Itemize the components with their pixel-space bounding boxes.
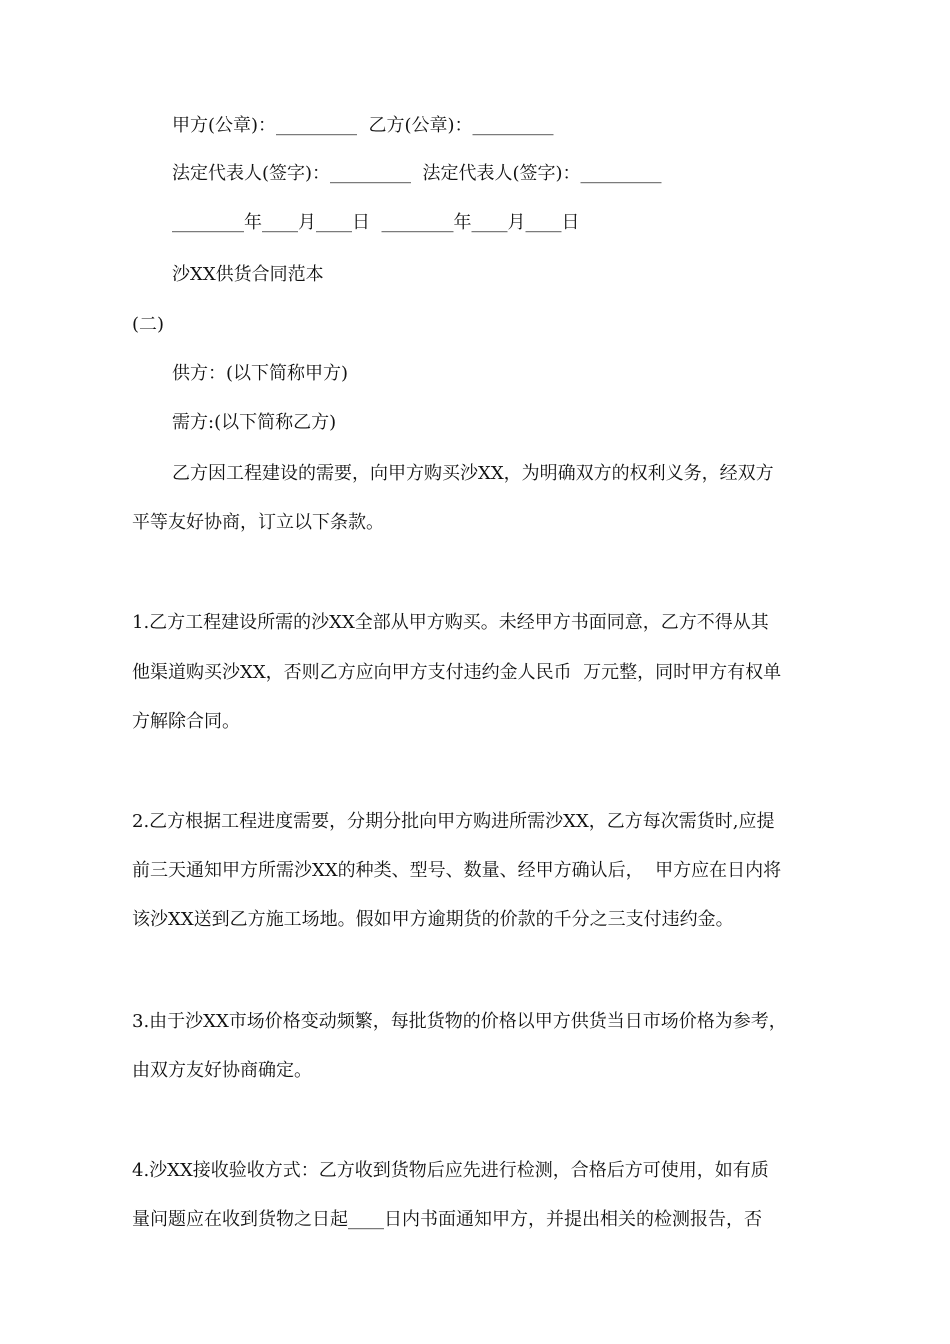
clause-1-line-3: 方解除合同。 <box>132 711 240 732</box>
clause-2-line-3: 该沙XX送到乙方施工场地。假如甲方逾期货的价款的千分之三支付违约金。 <box>132 909 734 930</box>
clause-4-line-1: 4.沙XX接收验收方式：乙方收到货物后应先进行检测，合格后方可使用，如有质 <box>132 1160 769 1181</box>
clause-3-line-2: 由双方友好协商确定。 <box>132 1060 312 1081</box>
supplier-line: 供方：(以下简称甲方) <box>172 363 349 384</box>
clause-1-line-1: 1.乙方工程建设所需的沙XX全部从甲方购买。未经甲方书面同意，乙方不得从其 <box>132 612 769 633</box>
intro-paragraph-line-2: 平等友好协商，订立以下条款。 <box>132 512 384 533</box>
representative-signature-line: 法定代表人(签字)：_________ 法定代表人(签字)：_________ <box>172 163 662 184</box>
clause-2-line-2: 前三天通知甲方所需沙XX的种类、型号、数量、经甲方确认后， 甲方应在日内将 <box>132 860 782 881</box>
intro-paragraph-line-1: 乙方因工程建设的需要，向甲方购买沙XX，为明确双方的权利义务，经双方 <box>172 463 774 484</box>
seal-signature-line: 甲方(公章)：_________ 乙方(公章)：_________ <box>172 115 554 136</box>
clause-4-line-2: 量问题应在收到货物之日起____日内书面通知甲方，并提出相关的检测报告，否 <box>132 1209 762 1230</box>
contract-title: 沙XX供货合同范本 <box>172 264 324 285</box>
clause-2-line-1: 2.乙方根据工程进度需要，分期分批向甲方购进所需沙XX，乙方每次需货时,应提 <box>132 811 775 832</box>
buyer-line: 需方:(以下简称乙方) <box>172 412 337 433</box>
clause-3-line-1: 3.由于沙XX市场价格变动频繁，每批货物的价格以甲方供货当日市场价格为参考， <box>132 1011 787 1032</box>
section-number: (二) <box>132 314 165 335</box>
date-line: ________年____月____日 ________年____月____日 <box>172 212 580 233</box>
clause-1-line-2: 他渠道购买沙XX，否则乙方应向甲方支付违约金人民币 万元整，同时甲方有权单 <box>132 662 782 683</box>
